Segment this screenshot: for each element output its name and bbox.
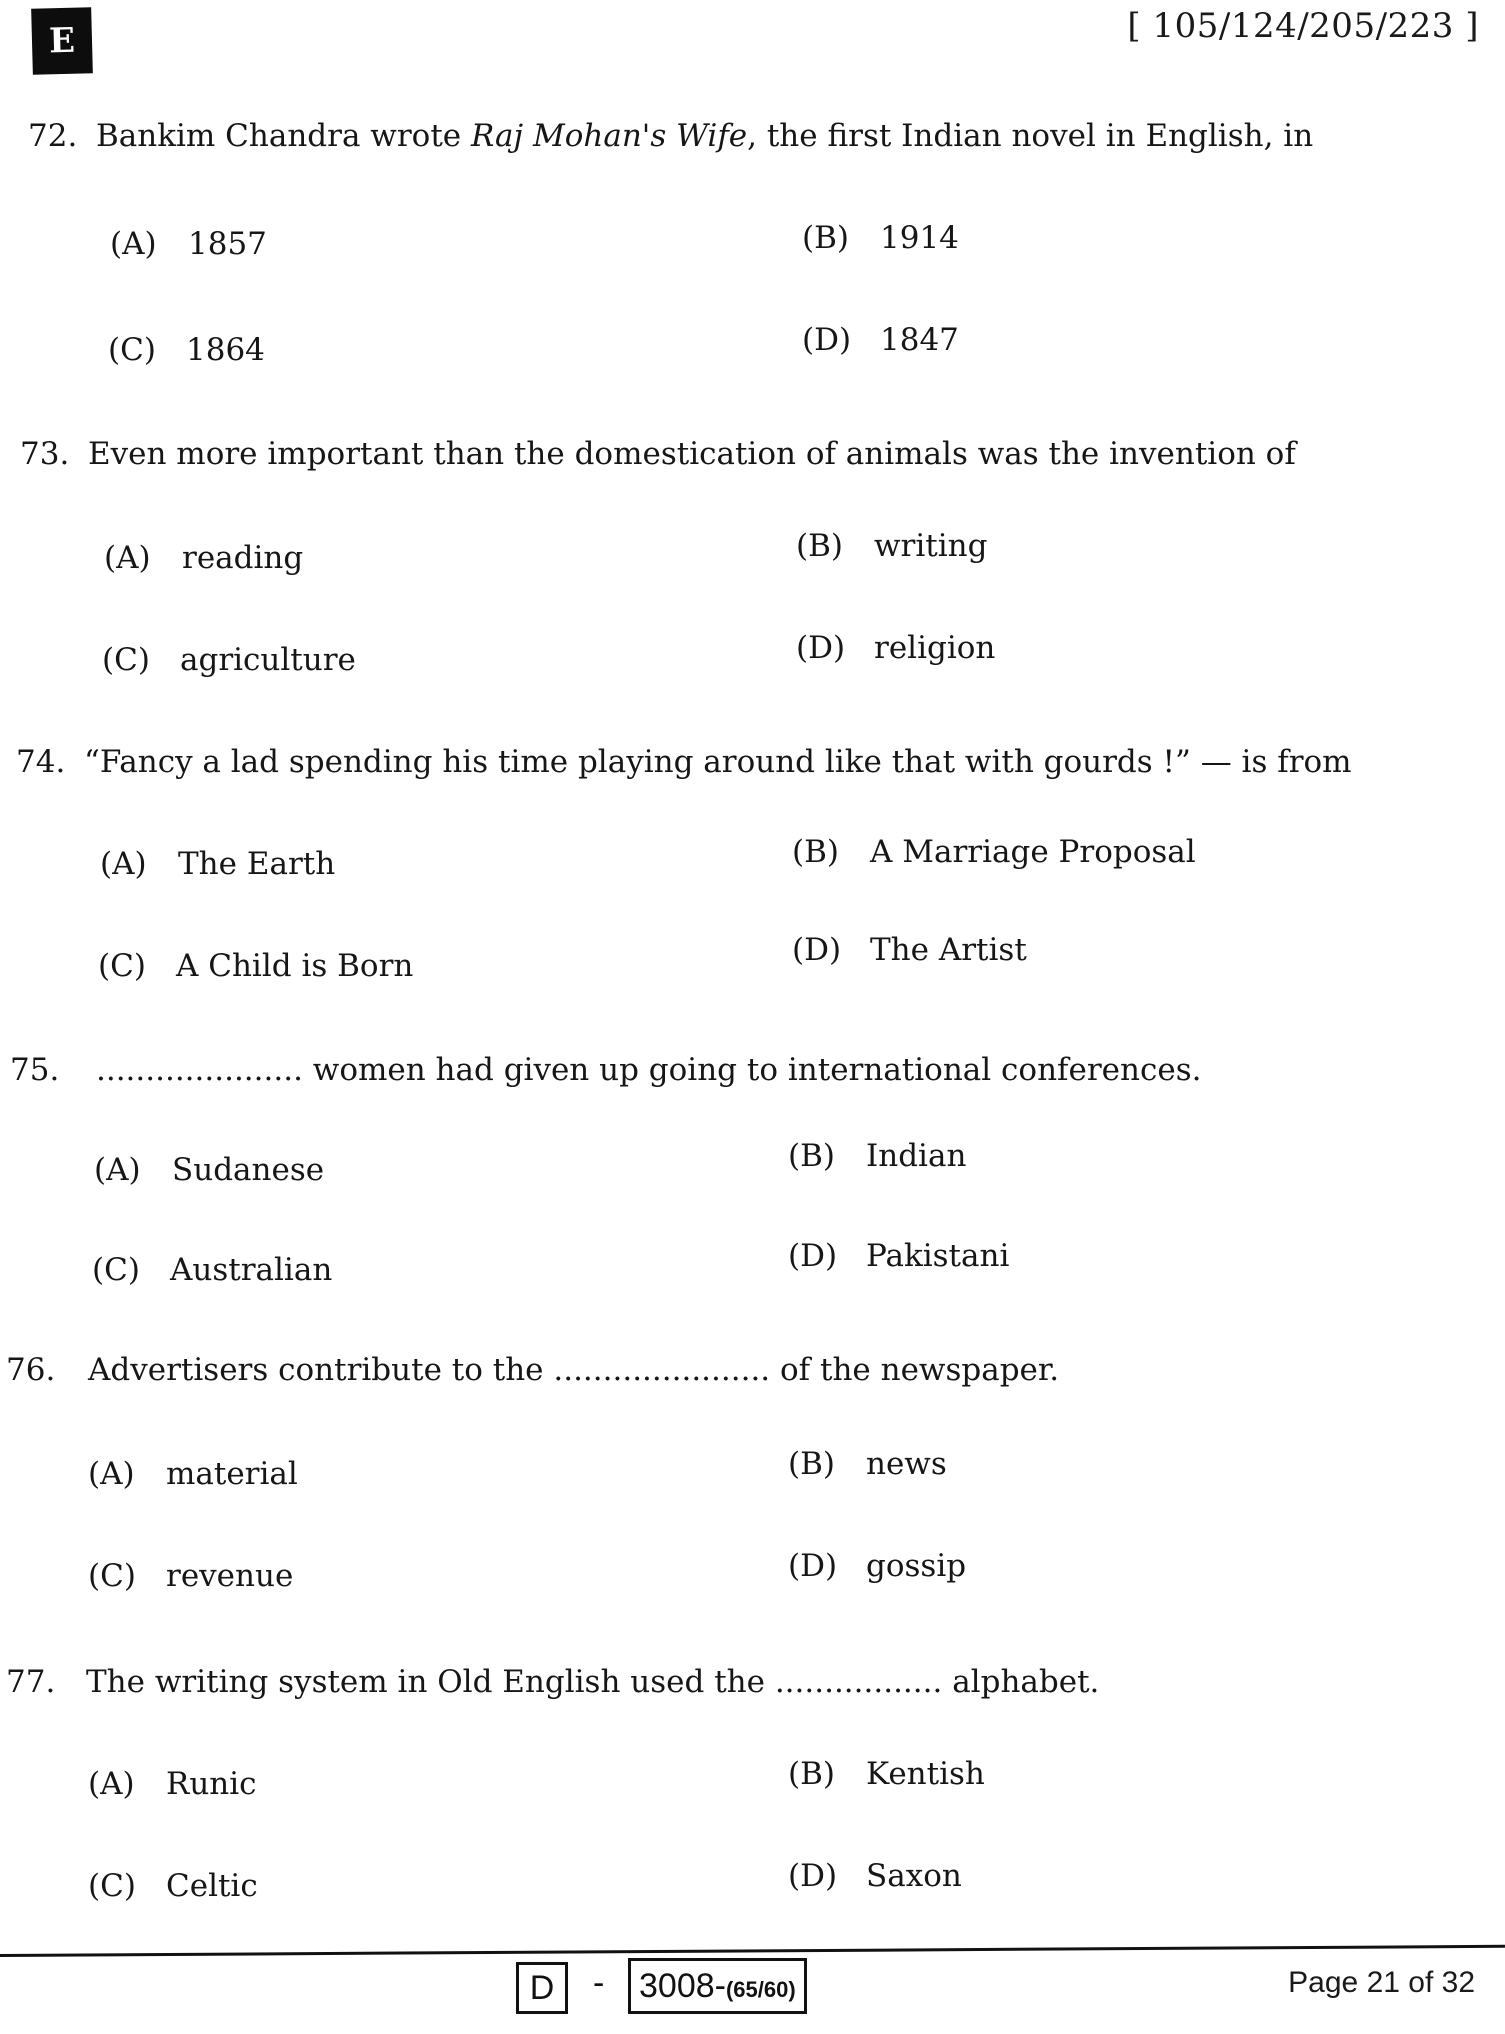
series-letter-box: D	[516, 1962, 568, 2014]
option-c[interactable]	[102, 642, 356, 678]
option-key: (A)	[104, 540, 151, 576]
question-stem	[6, 1664, 1099, 1700]
question-number: 72.	[28, 118, 78, 154]
question-stem	[10, 1052, 1201, 1088]
question-number: 74.	[16, 744, 66, 780]
option-key: (D)	[788, 1548, 838, 1584]
option-d[interactable]	[802, 322, 959, 358]
option-label: agriculture	[180, 642, 356, 678]
option-key: (C)	[92, 1252, 140, 1288]
option-a[interactable]	[110, 226, 267, 262]
option-key: (D)	[802, 322, 852, 358]
question-number: 73.	[20, 436, 70, 472]
option-b[interactable]	[796, 528, 987, 564]
option-label: Runic	[166, 1766, 257, 1802]
option-d-marked[interactable]	[792, 932, 1027, 968]
option-label: Sudanese	[172, 1152, 325, 1188]
option-key: (D)	[796, 630, 846, 666]
option-key: (C)	[88, 1558, 136, 1594]
option-d[interactable]	[788, 1858, 962, 1894]
option-a[interactable]	[100, 846, 335, 882]
option-label: religion	[874, 630, 996, 666]
option-label: Saxon	[866, 1858, 962, 1894]
option-key: (C)	[108, 332, 156, 368]
option-c[interactable]	[88, 1868, 258, 1904]
option-d[interactable]	[788, 1238, 1009, 1274]
option-key: (B)	[796, 528, 843, 564]
option-label: Pakistani	[866, 1238, 1010, 1274]
option-label: The Artist	[870, 932, 1027, 968]
option-label: revenue	[166, 1558, 294, 1594]
question-text-part: Bankim Chandra wrote	[96, 118, 471, 154]
option-d[interactable]	[788, 1548, 966, 1584]
option-key: (B)	[788, 1138, 835, 1174]
option-label: news	[866, 1446, 947, 1482]
option-key: (A)	[100, 846, 147, 882]
question-stem	[28, 118, 1313, 154]
footer-dash: -	[593, 1964, 605, 2002]
question-stem	[6, 1352, 1059, 1388]
option-b[interactable]	[802, 220, 959, 256]
option-b[interactable]	[788, 1446, 947, 1482]
option-key: (B)	[788, 1756, 835, 1792]
option-label: 1857	[188, 226, 267, 262]
novel-title: Raj Mohan's Wife	[470, 118, 748, 154]
option-label: A Child is Born	[176, 948, 414, 984]
option-a[interactable]	[104, 540, 303, 576]
option-b[interactable]	[788, 1138, 966, 1174]
option-label: gossip	[866, 1548, 967, 1584]
footer-divider	[0, 1945, 1505, 1957]
question-text	[96, 118, 1313, 154]
option-c[interactable]	[108, 332, 265, 368]
option-key: (C)	[98, 948, 146, 984]
option-key: (D)	[788, 1238, 838, 1274]
option-key: (B)	[792, 834, 839, 870]
question-text: ..................... women had given up going to international conferences.	[96, 1052, 1202, 1088]
option-label: Kentish	[866, 1756, 985, 1792]
option-label: Celtic	[166, 1868, 258, 1904]
option-label: The Earth	[178, 846, 336, 882]
page-number: Page 21 of 32	[1288, 1966, 1475, 1999]
section-badge: E	[31, 7, 93, 75]
option-key: (D)	[788, 1858, 838, 1894]
option-a[interactable]	[94, 1152, 324, 1188]
option-label: material	[166, 1456, 298, 1492]
option-key: (C)	[102, 642, 150, 678]
question-text: The writing system in Old English used the ................. alphabet.	[86, 1664, 1100, 1700]
paper-codes: [ 105/124/205/223 ]	[1127, 6, 1479, 46]
option-b[interactable]	[792, 834, 1196, 870]
question-number: 76.	[6, 1352, 56, 1388]
question-text-part: , the first Indian novel in English, in	[747, 118, 1314, 154]
option-key: (A)	[94, 1152, 141, 1188]
option-key: (A)	[88, 1766, 135, 1802]
question-text: Even more important than the domestication of animals was the invention of	[88, 436, 1296, 472]
booklet-code-box	[628, 1958, 807, 2014]
question-number: 75.	[10, 1052, 60, 1088]
question-text: Advertisers contribute to the ...................... of the newspaper.	[88, 1352, 1060, 1388]
option-key: (B)	[788, 1446, 835, 1482]
option-a[interactable]	[88, 1456, 298, 1492]
option-label: Australian	[170, 1252, 333, 1288]
option-b[interactable]	[788, 1756, 985, 1792]
option-key: (A)	[110, 226, 157, 262]
option-c[interactable]	[92, 1252, 332, 1288]
booklet-code: 3008-	[639, 1967, 726, 2005]
option-label: writing	[874, 528, 988, 564]
option-label: Indian	[866, 1138, 967, 1174]
option-key: (A)	[88, 1456, 135, 1492]
option-label: A Marriage Proposal	[870, 834, 1196, 870]
option-key-tick-marked: (D)	[792, 932, 842, 968]
option-d[interactable]	[796, 630, 995, 666]
question-stem	[20, 436, 1296, 472]
option-c[interactable]	[98, 948, 413, 984]
option-label: 1914	[880, 220, 959, 256]
option-c[interactable]	[88, 1558, 293, 1594]
option-label: 1847	[880, 322, 959, 358]
option-a[interactable]	[88, 1766, 257, 1802]
question-number: 77.	[6, 1664, 56, 1700]
option-label: reading	[182, 540, 304, 576]
option-key: (C)	[88, 1868, 136, 1904]
question-stem	[16, 744, 1352, 780]
booklet-code-suffix: (65/60)	[725, 1977, 796, 2002]
option-label: 1864	[186, 332, 265, 368]
option-key: (B)	[802, 220, 849, 256]
question-text: “Fancy a lad spending his time playing around like that with gourds !” — is from	[84, 744, 1352, 780]
